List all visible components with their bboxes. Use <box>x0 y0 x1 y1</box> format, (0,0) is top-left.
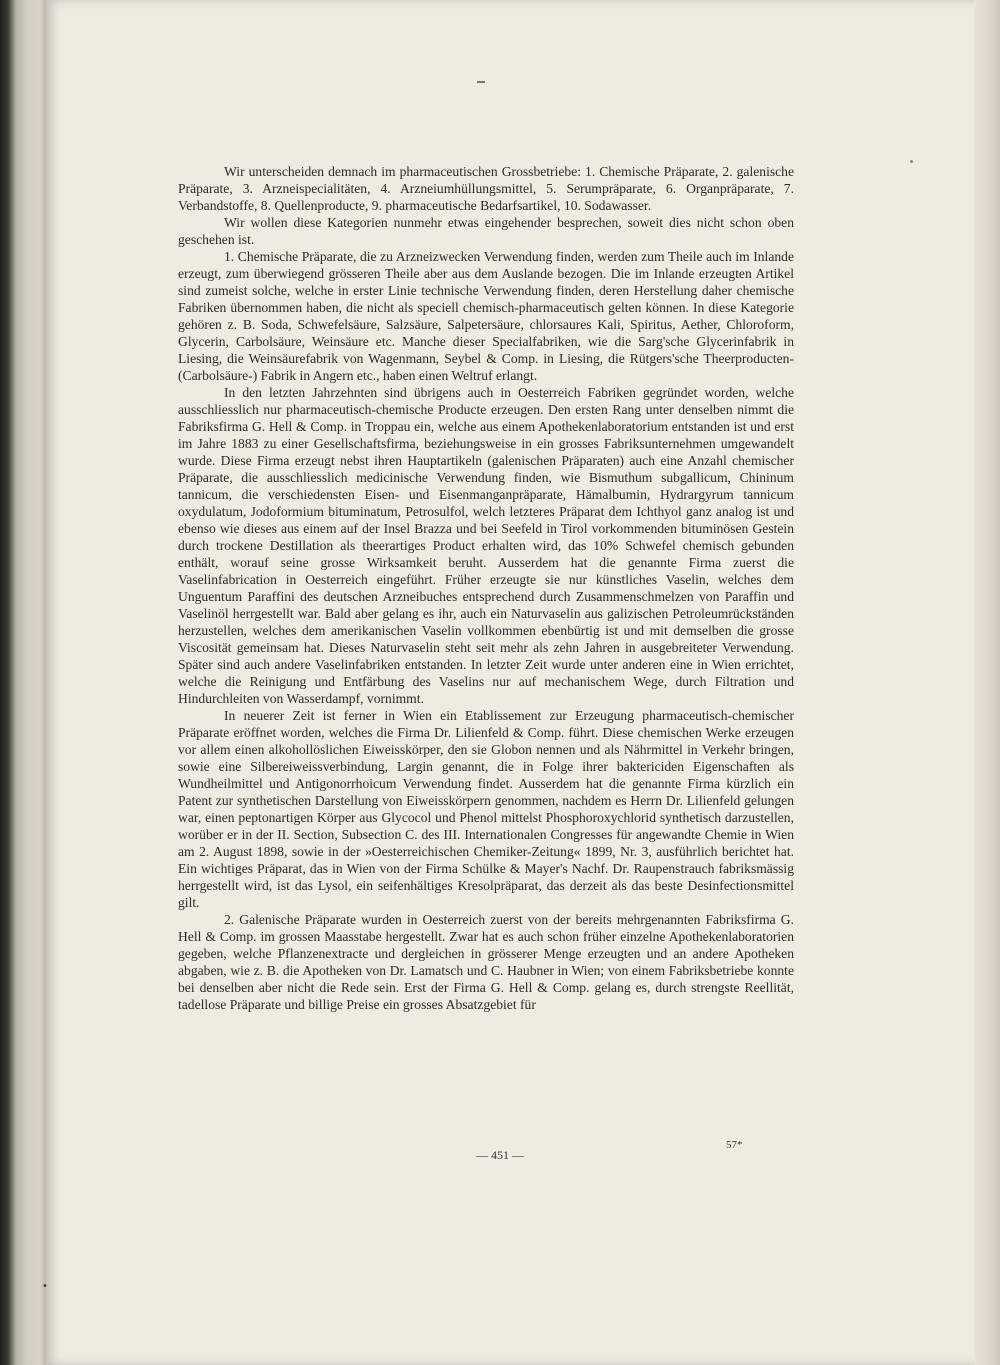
paragraph-galenische-praeparate: 2. Galenische Präparate wurden in Oesterreich zuerst von der bereits mehrgenannten Fabriksfirma G. Hell & Comp. im grossen Maasstabe hergestellt. Zwar hat es auch schon früher einzelne Apothekenlaboratorien gegeben, welche Pflanzenextracte und dergleichen in grösserer Menge erzeugten und an andere Apotheken abgaben, wie z. B. die Apotheken von Dr. Lamatsch und C. Haubner in Wien; von einem Fabriksbetriebe konnte bei denselben aber nicht die Rede sein. Erst der Firma G. Hell & Comp. gelang es, durch strengste Reellität, tadellose Präparate und billige Preise ein grosses Absatzgebiet für <box>178 912 794 1012</box>
paragraph-lilienfeld: In neuerer Zeit ist ferner in Wien ein Etablissement zur Erzeugung pharmaceutisch-chemischer Präparate eröffnet worden, welches die Firma Dr. Lilienfeld & Comp. führt. Diese chemischen Werke erzeugen vor allem einen alkohollöslichen Eiweisskörper, den sie Globon nennen und als Nährmittel in Verkehr bringen, sowie eine Silbereiweissverbindung, Largin genannt, die in Folge ihrer baktericiden Eigenschaften als Wundheilmittel und Antigonorrhoicum Verwendung findet. Ausserdem hat die genannte Firma kürzlich ein Patent zur synthetischen Darstellung von Eiweisskörpern genommen, nachdem es Herrn Dr. Lilienfeld gelungen war, einen peptonartigen Körper aus Glycocol und Phenol mittelst Phosphoroxychlorid synthetisch darzustellen, worüber er in der II. Section, Subsection C. des III. Internationalen Congresses für angewandte Chemie in Wien am 2. August 1898, sowie in der »Oesterreichischen Chemiker-Zeitung« 1899, Nr. 3, ausführlich berichtet hat. Ein wichtiges Präparat, das in Wien von der Firma Schülke & Mayer's Nachf. Dr. Raupenstrauch fabriksmässig herrgestellt wird, ist das Lysol, ein seifenhältiges Kresolpräparat, das derzeit als das beste Desinfectionsmittel gilt. <box>178 708 794 910</box>
page-number: — 451 — <box>476 1148 524 1162</box>
body-text <box>178 163 794 1013</box>
page-edge <box>974 0 1000 1365</box>
paragraph-chemische-praeparate: 1. Chemische Präparate, die zu Arzneizwecken Verwendung finden, werden zum Theile auch im Inlande erzeugt, zum überwiegend grösseren Theile aber aus dem Auslande bezogen. Die im Inlande erzeugten Artikel sind zumeist solche, welche in erster Linie technische Verwendung finden, deren Herstellung daher chemische Fabriken übernommen haben, die nicht als speciell chemisch-pharmaceutisch gelten können. In diese Kategorie gehören z. B. Soda, Schwefelsäure, Salzsäure, Salpetersäure, chlorsaures Kali, Spiritus, Aether, Chloroform, Glycerin, Carbolsäure, Weinsäure etc. Manche dieser Specialfabriken, wie die Sarg'sche Glycerinfabrik in Liesing, die Weinsäurefabrik von Wagenmann, Seybel & Comp. in Liesing, die Rütgers'sche Theerproducten- (Carbolsäure-) Fabrik in Angern etc., haben einen Weltruf erlangt. <box>178 249 794 383</box>
signature-mark: 57* <box>726 1139 743 1151</box>
paper-speck <box>910 160 913 163</box>
print-mark <box>477 81 485 83</box>
book-gutter <box>0 0 46 1365</box>
paragraph-categories: Wir wollen diese Kategorien nunmehr etwas eingehender besprechen, soweit dies nicht schon oben geschehen ist. <box>178 215 794 247</box>
paragraph-intro: Wir unterscheiden demnach im pharmaceutischen Grossbetriebe: 1. Chemische Präparate, 2. galenische Präparate, 3. Arzneispecialitäten, 4. Arzneiumhüllungsmittel, 5. Serumpräparate, 6. Organpräparate, 7. Verbandstoffe, 8. Quellenproducte, 9. pharmaceutische Bedarfsartikel, 10. Sodawasser. <box>178 164 794 213</box>
paragraph-fabriken: In den letzten Jahrzehnten sind übrigens auch in Oesterreich Fabriken gegründet worden, welche ausschliesslich nur pharmaceutisch-chemische Producte erzeugen. Den ersten Rang unter denselben nimmt die Fabriksfirma G. Hell & Comp. in Troppau ein, welche aus einem Apothekenlaboratorium entstanden ist und erst im Jahre 1883 zu einer Gesellschaftsfirma, beziehungsweise in ein grosses Fabriksunternehmen umgewandelt wurde. Diese Firma erzeugt nebst ihren Hauptartikeln (galenischen Präparaten) auch eine Anzahl chemischer Präparate, die ausschliesslich medicinische Verwendung finden, wie Bismuthum subgallicum, Chininum tannicum, die verschiedensten Eisen- und Eisenmanganpräparate, Hämalbumin, Hydrargyrum tannicum oxydulatum, Jodoformium bituminatum, Petrosulfol, welch letzteres Präparat dem Ichthyol ganz analog ist und ebenso wie dieses aus einem auf der Insel Brazza und bei Seefeld in Tirol vorkommenden bituminösen Gestein durch trockene Destillation als theerartiges Product erhalten wird, das 10% Schwefel chemisch gebunden enthält, worauf seine grosse Wirksamkeit beruht. Ausserdem hat die genannte Firma zuerst die Vaselinfabrication in Oesterreich eingeführt. Früher erzeugte sie nur künstliches Vaselin, welches dem Unguentum Paraffini des deutschen Arzneibuches entsprechend durch Zusammenschmelzen von Paraffin und Vaselinöl herrgestellt war. Bald aber gelang es ihr, auch ein Naturvaselin aus galizischen Petroleumrückständen herzustellen, welches dem amerikanischen Vaselin vollkommen ebenbürtig ist und mit demselben die grosse Viscosität gemeinsam hat. Dieses Naturvaselin steht seit mehr als zehn Jahren in ausgebreiteter Verwendung. Später sind auch andere Vaselinfabriken entstanden. In letzter Zeit wurde unter anderen eine in Wien errichtet, welche die Reinigung und Entfärbung des Vaselins nur auf mechanischem Wege, durch Filtration und Hindurchleiten von Wasserdampf, vornimmt. <box>178 385 794 706</box>
corner-mark: • <box>42 1281 48 1292</box>
